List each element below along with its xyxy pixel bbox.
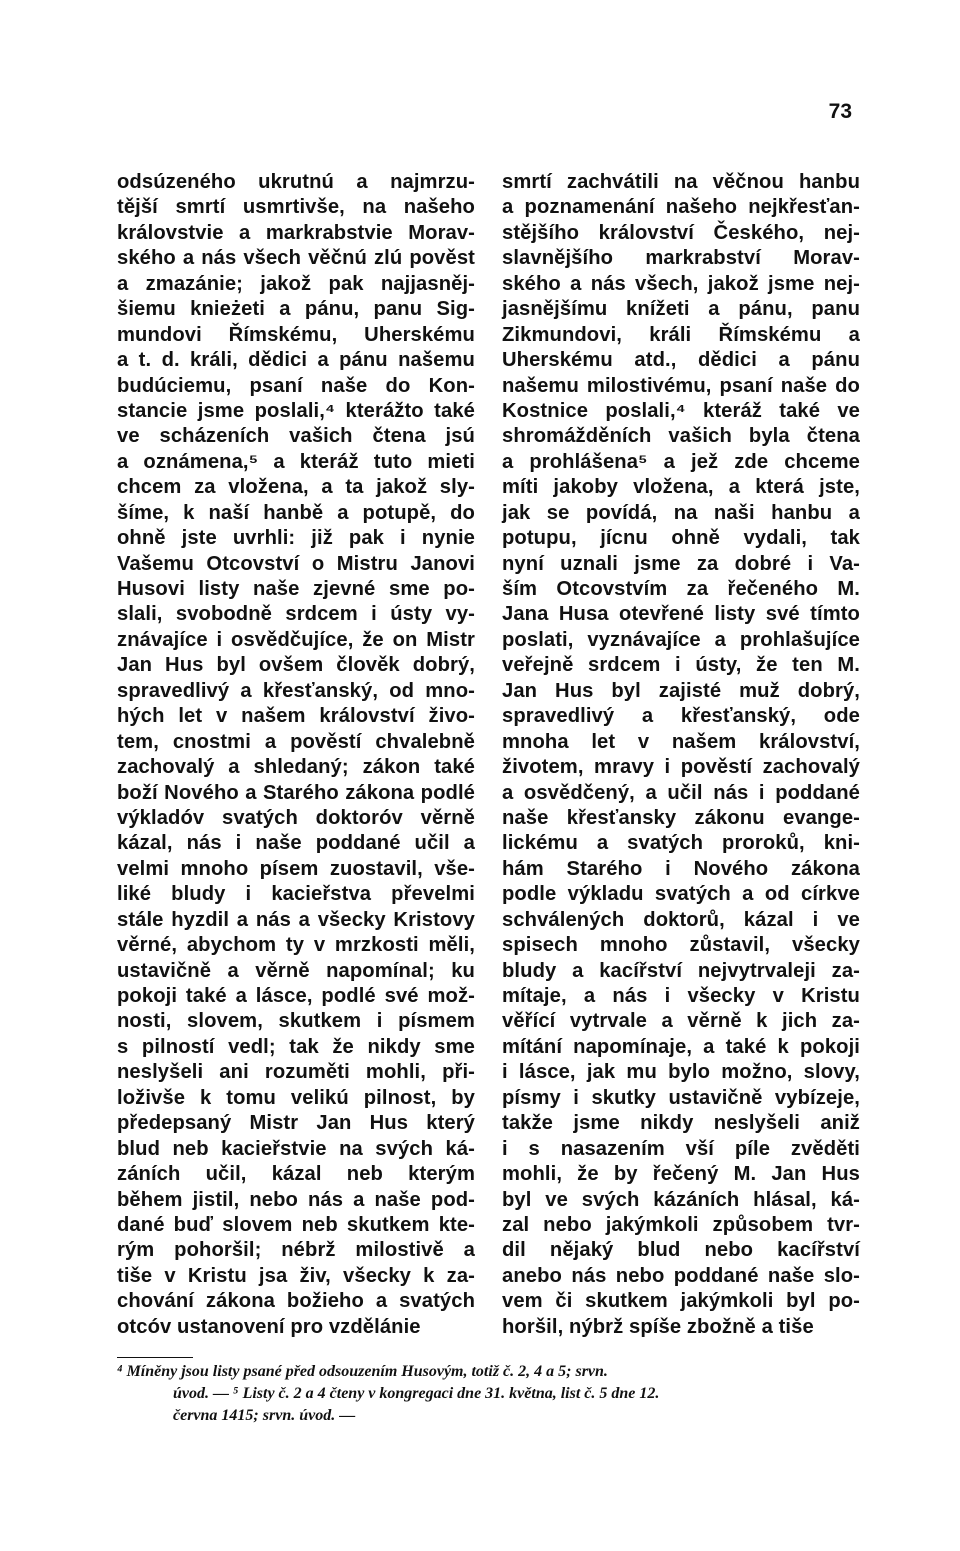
text-line: podle výkladu svatých a od církve (502, 883, 860, 906)
text-line: věrné, abychom ty v mrzkosti měli, (117, 934, 475, 957)
text-line: i lásce, jak mu bylo možno, slovy, (502, 1061, 860, 1084)
text-line: slali, svobodně srdcem i ústy vy- (117, 603, 475, 626)
text-line: písmy i skutky ustavičně vybízeje, (502, 1086, 860, 1109)
text-line: ustavičně a věrně napomínal; ku (117, 959, 475, 982)
footnote-line: úvod. — ⁵ Listy č. 2 a 4 čteny v kongregaci dne 31. května, list č. 5 dne 12. (173, 1385, 660, 1402)
text-line: stějšího království Českého, nej- (502, 221, 860, 244)
text-line: mohli, že by řečený M. Jan Hus (502, 1163, 860, 1186)
text-line: šiemu knieżeti a pánu, panu Sig- (117, 298, 475, 321)
text-line: velmi mnoho písem zuostavil, vše- (117, 857, 475, 880)
text-line: blud neb kacieřstvie na svých ká- (117, 1137, 475, 1160)
text-line: Husovi listy naše zjevné sme po- (117, 578, 475, 600)
text-line: záních učil, kázal neb kterým (117, 1163, 475, 1186)
text-line: tiše v Kristu jsa živ, všecky k za- (117, 1264, 475, 1287)
text-line: stancie jsme poslali,⁴ kterážto také (117, 399, 475, 422)
text-line: schválených doktorů, kázal i ve (502, 908, 860, 931)
text-line: hám Starého i Nového zákona (502, 857, 860, 880)
text-line: poslati, vyznávajíce a prohlašujíce (502, 628, 860, 651)
text-line: zal nebo jakýmkoli způsobem tvr- (502, 1213, 860, 1236)
text-line: boží Nového a Starého zákona podlé (117, 781, 475, 804)
text-line: takže jsme nikdy neslyšeli aniž (502, 1112, 860, 1135)
text-line: dil nějaký blud nebo kacířství (502, 1239, 860, 1262)
text-line: budúciemu, psaní naše do Kon- (117, 374, 475, 397)
text-line: anebo nás nebo poddané naše slo- (502, 1264, 860, 1287)
text-line: během jistil, nebo nás a naše pod- (117, 1188, 475, 1211)
text-line: smrtí zachvátili na věčnou hanbu (502, 171, 860, 193)
left-column-old-czech-text (117, 170, 475, 1340)
text-line: Kostnice poslali,⁴ kteráž také ve (502, 399, 860, 422)
text-line: ského a nás všech, jakož jsme nej- (502, 272, 860, 295)
text-line: chování zákona božieho a svatých (117, 1290, 475, 1313)
text-line: otcóv ustanovení pro vzdělánie (117, 1315, 421, 1338)
footnotes (117, 1361, 857, 1427)
text-line: pokoji také a lásce, podlé své mož- (117, 985, 475, 1007)
right-column-modern-czech-text (502, 170, 860, 1340)
text-line: zachovalý a shledaný; zákon také (117, 756, 475, 779)
text-line: veřejně srdcem i ústy, že ten M. (502, 654, 860, 677)
text-line: Jan Hus byl ovšem člověk dobrý, (117, 654, 475, 677)
text-line: bludy a kacířství nejvytrvaleji za- (502, 959, 860, 982)
text-line: nosti, slovem, skutkem i písmem (117, 1010, 475, 1033)
text-line: královstvie a markrabstvie Morav- (117, 221, 475, 244)
footnote-line: června 1415; srvn. úvod. — (173, 1407, 356, 1424)
text-line: shromážděních vašich byla čtena (502, 425, 860, 448)
text-line: loživše k tomu velikú pilnost, by (117, 1086, 475, 1109)
text-line: potupu, jícnu ohně vydali, tak (502, 527, 860, 550)
text-line: mítání napomínaje, a také k pokoji (502, 1035, 860, 1058)
text-line: neslyšeli ani rozuměti mohli, při- (117, 1061, 475, 1084)
text-line: nyní uznali jsme za dobré i Va- (502, 552, 860, 575)
text-line: a t. d. králi, dědici a pánu našemu (117, 349, 475, 372)
text-line: odsúzeného ukrutnú a najmrzu- (117, 171, 475, 193)
text-line: Vašemu Otcovství o Mistru Janovi (117, 552, 475, 575)
text-line: ším Otcovstvím za řečeného M. (502, 578, 860, 600)
text-line: slavnějšího markrabství Morav- (502, 247, 860, 270)
text-line: tem, cnostmi a pověstí chvalebně (117, 730, 475, 753)
text-line: hých let v našem království živo- (117, 705, 475, 728)
page-number: 73 (828, 100, 852, 123)
text-line: Uherskému atd., dědici a pánu (502, 349, 860, 372)
text-line: s pilností vedl; tak že nikdy sme (117, 1035, 475, 1058)
text-line: životem, mravy i pověstí zachovalý (502, 756, 860, 779)
text-line: byl ve svých kázáních hlásal, ká- (502, 1188, 860, 1211)
text-line: rým pohoršil; nébrž milostivě a (117, 1239, 475, 1262)
text-line: mítaje, a nás i všecky v Kristu (502, 985, 860, 1007)
text-line: a zmazánie; jakož pak najjasněj- (117, 272, 475, 295)
footnote-divider (117, 1357, 193, 1358)
text-line: a oznámena,⁵ a kteráž tuto mieti (117, 450, 475, 473)
text-line: znávajíce i osvědčujíce, že on Mistr (117, 628, 475, 651)
text-line: Jana Husa otevřené listy své tímto (502, 603, 860, 626)
text-line: Jan Hus byl zajisté muž dobrý, (502, 679, 860, 702)
text-line: našemu milostivému, psaní naše do (502, 374, 860, 397)
text-line: spisech mnoho zůstavil, všecky (502, 934, 860, 957)
text-line: spravedlivý a křesťanský, od mno- (117, 679, 475, 702)
text-line: horšil, nýbrž spíše zbožně a tiše (502, 1315, 814, 1338)
text-line: jak se povídá, na naši hanbu a (502, 501, 860, 524)
text-line: výkladóv svatých doktoróv věrně (117, 806, 475, 829)
text-line: naše křesťansky zákonu evange- (502, 806, 860, 829)
text-line: lickému a svatých proroků, kni- (502, 832, 860, 855)
text-line: a osvědčený, a učil nás i poddané (502, 781, 860, 804)
text-line: mnoha let v našem království, (502, 730, 860, 753)
text-line: předepsaný Mistr Jan Hus který (117, 1112, 475, 1135)
text-line: kázal, nás i naše poddané učil a (117, 832, 475, 855)
text-line: i s nasazením vší píle zvěděti (502, 1137, 860, 1160)
text-line: vem či skutkem jakýmkoli byl po- (502, 1290, 860, 1313)
text-line: liké bludy i kacieřstva převelmi (117, 883, 475, 906)
text-line: a prohlášena⁵ a jež zde chceme (502, 450, 860, 473)
text-line: dané buď slovem neb skutkem kte- (117, 1213, 475, 1236)
text-line: chcem za vložena, a ta jakož sly- (117, 476, 475, 499)
text-line: ve scházeních vašich čtena jsú (117, 425, 475, 448)
text-line: ského a nás všech věčnú zlú pověst (117, 247, 475, 270)
text-line: šíme, k naší hanbě a potupě, do (117, 501, 475, 524)
text-line: jasnějšímu knížeti a pánu, panu (502, 298, 860, 321)
text-line: věřící vytrvale a věrně k jich za- (502, 1010, 860, 1033)
text-line: mundovi Římskému, Uherskému (117, 323, 475, 346)
footnote-line: ⁴ Míněny jsou listy psané před odsouzením Husovým, totiž č. 2, 4 a 5; srvn. (117, 1363, 608, 1380)
text-line: stále hyzdil a nás a všecky Kristovy (117, 908, 475, 931)
text-line: tější smrtí usmrtivše, na našeho (117, 196, 475, 219)
text-line: spravedlivý a křesťanský, ode (502, 705, 860, 728)
text-line: a poznamenání našeho nejkřesťan- (502, 196, 860, 219)
text-line: ohně jste uvrhli: již pak i nynie (117, 527, 475, 550)
text-line: míti jakoby vložena, a která jste, (502, 476, 860, 499)
text-line: Zikmundovi, králi Římskému a (502, 323, 860, 346)
